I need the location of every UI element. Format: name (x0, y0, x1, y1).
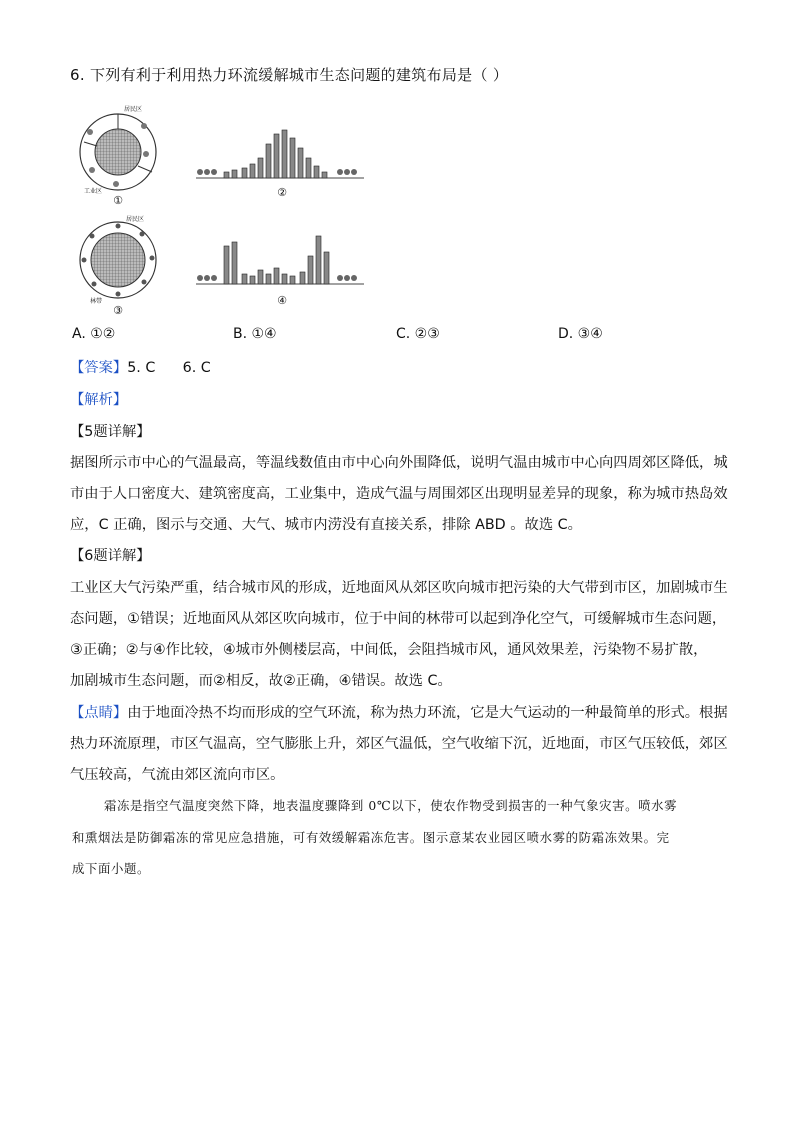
figure-1-label: ① (113, 194, 123, 207)
q5-line-1: 据图所示市中心的气温最高，等温线数值由市中心向外围降低，说明气温由城市中心向四周郊区降低，城 (70, 455, 728, 471)
skyline-2 (196, 128, 364, 182)
q5-line-3: 应，C 正确，图示与交通、大气、城市内涝没有直接关系，排除 ABD 。故选 C。 (70, 517, 582, 533)
option-a[interactable]: A. ①② (72, 326, 116, 342)
q6-line-4: 加剧城市生态问题，而②相反，故②正确，④错误。故选 C。 (70, 673, 452, 689)
dianjing-line-2: 热力环流原理，市区气温高，空气膨胀上升，郊区气温低，空气收缩下沉，近地面，市区气压较低，郊区 (70, 736, 728, 752)
q5-line-2: 市由于人口密度大、建筑密度高，工业集中，造成气温与周围郊区出现明显差异的现象，称为城市热岛效 (70, 486, 728, 502)
figure-1-top-text: 居民区 (124, 106, 143, 113)
figure-1-bottom-text: 工业区 (84, 188, 103, 195)
question-title: 6. 下列有利于利用热力环流缓解城市生态问题的建筑布局是（ ） (70, 66, 509, 84)
answer-text: 5. C 6. C (127, 360, 211, 376)
q6-line-1: 工业区大气污染严重，结合城市风的形成，近地面风从郊区吹向城市把污染的大气带到市区，加剧城市生 (70, 580, 728, 596)
figure-3 (76, 216, 166, 320)
dianjing-text-1: 由于地面冷热不均而形成的空气环流，称为热力环流，它是大气运动的一种最简单的形式。根据 (127, 705, 728, 721)
figure-3-top-text: 居民区 (126, 216, 145, 223)
option-b[interactable]: B. ①④ (233, 326, 277, 342)
figure-4-label: ④ (277, 294, 287, 307)
passage-line-1: 霜冻是指空气温度突然下降，地表温度骤降到 0℃以下，使农作物受到损害的一种气象灾害。喷水雾 (104, 798, 678, 813)
passage-line-2: 和熏烟法是防御霜冻的常见应急措施，可有效缓解霜冻危害。图示意某农业园区喷水雾的防霜冻效果。完 (72, 830, 670, 845)
option-d[interactable]: D. ③④ (558, 326, 603, 342)
q6-line-2: 态问题，①错误；近地面风从郊区吹向城市，位于中间的林带可以起到净化空气，可缓解城市生态问题， (70, 611, 727, 627)
dianjing-line-1 (70, 703, 728, 723)
q6-line-3: ③正确；②与④作比较，④城市外侧楼层高，中间低，会阻挡城市风，通风效果差，污染物不易扩散， (70, 642, 708, 658)
skyline-4 (196, 232, 364, 288)
answer-tag: 【答案】 (70, 360, 128, 376)
passage-line-3: 成下面小题。 (72, 861, 150, 876)
figure-2-label: ② (277, 186, 287, 199)
q5-header: 【5题详解】 (70, 424, 151, 440)
figure-1 (76, 106, 166, 210)
figure-2 (196, 128, 364, 204)
q6-header: 【6题详解】 (70, 548, 151, 564)
option-c[interactable]: C. ②③ (396, 326, 440, 342)
figure-3-bottom-text: 林带 (90, 298, 103, 305)
figure-3-label: ③ (113, 304, 123, 317)
analysis-tag: 【解析】 (70, 392, 128, 408)
answer-line (70, 358, 211, 378)
figure-4 (196, 232, 364, 312)
dianjing-tag: 【点睛】 (70, 705, 128, 721)
dianjing-line-3: 气压较高，气流由郊区流向市区。 (70, 767, 285, 783)
